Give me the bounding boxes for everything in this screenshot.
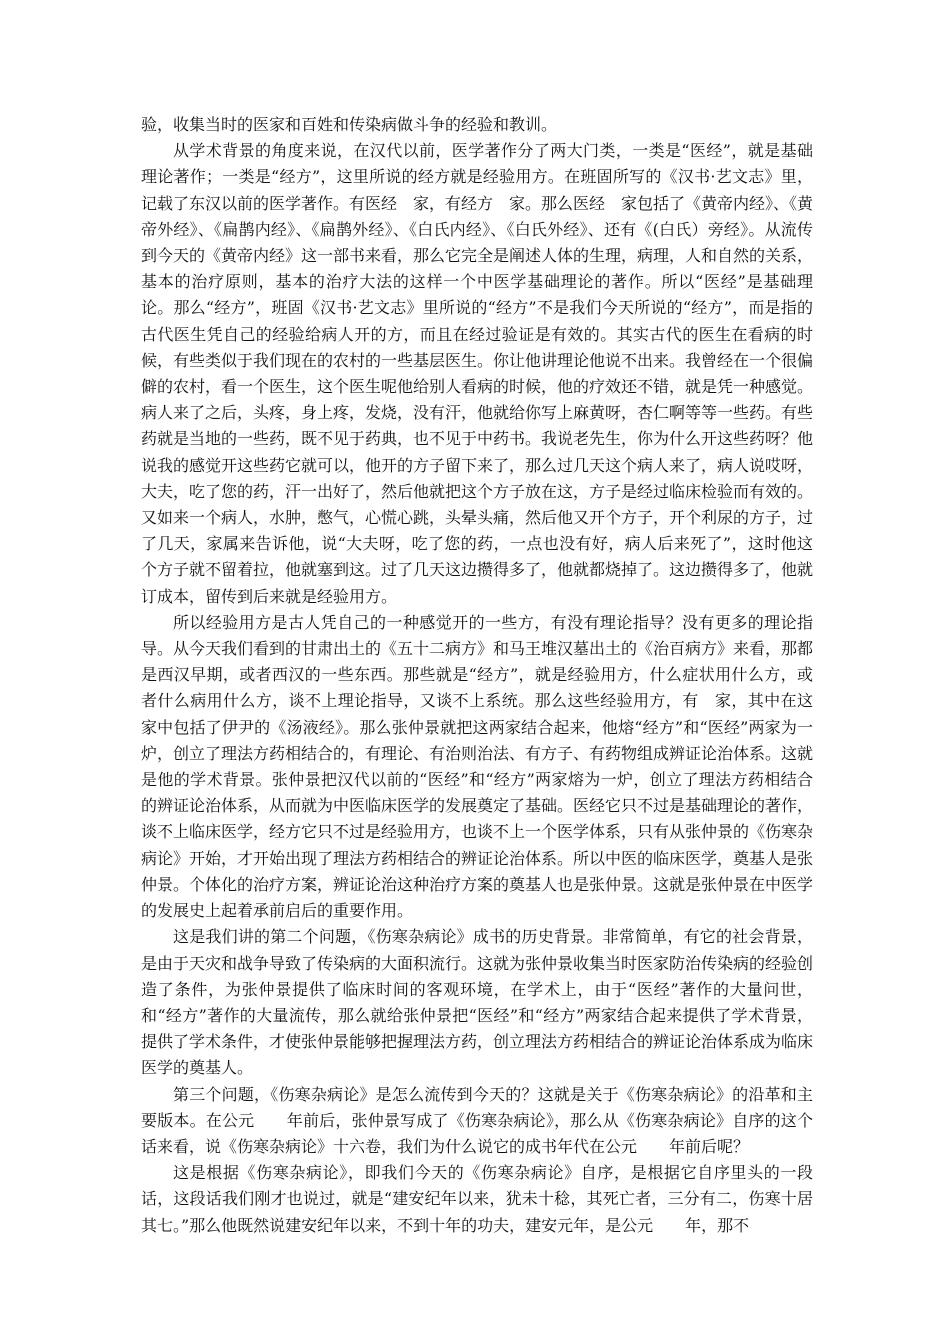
paragraph-4: 这是我们讲的第二个问题，《伤寒杂病论》成书的历史背景。非常简单，有它的社会背景，是由于天灾和战争导致了传染病的大面积流行。这就为张仲景收集当时医家防治传染病的经验创造了条件，为张仲景提供了临床时间的客观环境，在学术上，由于“医经”著作的大量问世，和“经方”著作的大量流传，那么就给张仲景把“医经”和“经方”两家结合起来提供了学术背景，提供了学术条件，才使张仲景能够把握理法方药，创立理法方药相结合的辨证论治体系成为临床医学的奠基人。 [141,927,814,1078]
document-page [141,112,830,1239]
paragraph-2: 从学术背景的角度来说，在汉代以前，医学著作分了两大门类，一类是“医经”，就是基础理论著作；一类是“经方”，这里所说的经方就是经验用方。在班固所写的《汉书·艺文志》里，记载了东汉以前的医学著作。有医经 家，有经方 家。那么医经 家包括了《黄帝内经》、《黄帝外经》、《扁鹊内经》、《扁鹊外经》、《白氏内经》、《白氏外经》、还有《(白氏）旁经》。从流传到今天的《黄帝内经》这一部书来看，那么它完全是阐述人体的生理，病理，人和自然的关系，基本的治疗原则，基本的治疗大法的这样一个中医学基础理论的著作。所以“医经”是基础理论。那么“经方”，班固《汉书·艺文志》里所说的“经方”不是我们今天所说的“经方”，而是指的古代医生凭自己的经验给病人开的方，而且在经过验证是有效的。其实古代的医生在看病的时候，有些类似于我们现在的农村的一些基层医生。你让他讲理论他说不出来。我曾经在一个很偏僻的农村，看一个医生，这个医生呢他给别人看病的时候，他的疗效还不错，就是凭一种感觉。病人来了之后，头疼，身上疼，发烧，没有汗，他就给你写上麻黄呀，杏仁啊等等一些药。有些药就是当地的一些药，既不见于药典，也不见于中药书。我说老先生，你为什么开这些药呀？他说我的感觉开这些药它就可以，他开的方子留下来了，那么过几天这个病人来了，病人说哎呀，大夫，吃了您的药，汗一出好了，然后他就把这个方子放在这，方子是经过临床检验而有效的。又如来一个病人，水肿，憋气，心慌心跳，头晕头痛，然后他又开个方子，开个利尿的方子，过了几天，家属来告诉他，说“大夫呀，吃了您的药，一点也没有好，病人后来死了”，这时他这个方子就不留着拉，他就塞到这。过了几天这边攒得多了，他就都烧掉了。这边攒得多了，他就订成本，留传到后来就是经验用方。 [141,141,814,606]
paragraph-5: 第三个问题，《伤寒杂病论》是怎么流传到今天的？这就是关于《伤寒杂病论》的沿革和主要版本。在公元 年前后，张仲景写成了《伤寒杂病论》，那么从《伤寒杂病论》自序的这个话来看，说《伤寒杂病论》十六卷，我们为什么说它的成书年代在公元 年前后呢？ [141,1084,813,1156]
paragraph-3: 所以经验用方是古人凭自己的一种感觉开的一些方，有没有理论指导？没有更多的理论指导。从今天我们看到的甘肃出土的《五十二病方》和马王堆汉墓出土的《治百病方》来看，那都是西汉早期，或者西汉的一些东西。那些就是“经方”，就是经验用方，什么症状用什么方，或者什么病用什么方，谈不上理论指导，又谈不上系统。那么这些经验用方，有 家，其中在这 家中包括了伊尹的《汤液经》。那么张仲景就把这两家结合起来，他熔“经方”和“医经”两家为一炉，创立了理法方药相结合的，有理论、有治则治法、有方子、有药物组成辨证论治体系。这就是他的学术背景。张仲景把汉代以前的“医经”和“经方”两家熔为一炉，创立了理法方药相结合的辨证论治体系，从而就为中医临床医学的发展奠定了基础。医经它只不过是基础理论的著作，谈不上临床医学，经方它只不过是经验用方，也谈不上一个医学体系，只有从张仲景的《伤寒杂病论》开始，才开始出现了理法方药相结合的辨证论治体系。所以中医的临床医学，奠基人是张仲景。个体化的治疗方案，辨证论治这种治疗方案的奠基人也是张仲景。这就是张仲景在中医学的发展史上起着承前启后的重要作用。 [141,612,830,921]
paragraph-1: 验，收集当时的医家和百姓和传染病做斗争的经验和教训。 [141,115,558,134]
paragraph-6: 这是根据《伤寒杂病论》，即我们今天的《伤寒杂病论》自序，是根据它自序里头的一段话，这段话我们刚才也说过，就是“建安纪年以来，犹未十稔，其死亡者，三分有二，伤寒十居其七。”那么他既然说建安纪年以来，不到十年的功夫，建安元年，是公元 年，那不 [141,1163,813,1235]
